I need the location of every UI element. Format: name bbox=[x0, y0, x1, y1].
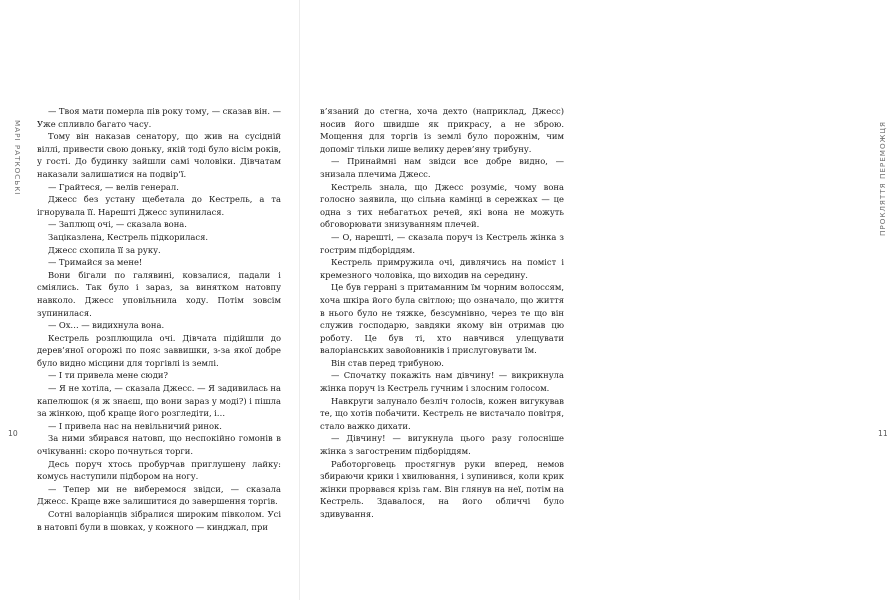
paragraph: — Я не хотіла, — сказала Джесс. — Я задивилась на капелюшок (я ж знаєш, що вони зараз у моді?) і пішла за жінкою, щоб краще його розгледіти, і… bbox=[37, 383, 281, 419]
paragraph: — Принаймні нам звідси все добре видно, — знизала плечима Джесс. bbox=[320, 156, 564, 179]
paragraph: Заціказлена, Кестрель підкорилася. bbox=[48, 231, 209, 242]
left-page-number: 10 bbox=[8, 429, 18, 438]
paragraph: Десь поруч хтось пробурчав приглушену лайку: комусь наступили підбором на ногу. bbox=[37, 458, 281, 482]
paragraph: — Спочатку покажіть нам дівчину! — викрикнула жінка поруч із Кестрель гучним і злосним голосом. bbox=[320, 370, 564, 394]
paragraph: — О, нарешті, — сказала поруч із Кестрель жінка з гострим підборіддям. bbox=[320, 231, 564, 255]
paragraph: — Заплющ очі, — сказала вона. bbox=[48, 219, 187, 230]
paragraph: — Дівчину! — вигукнула цього разу голосніше жінка з загостреним підборіддям. bbox=[320, 433, 564, 457]
paragraph: в’язаний до стегна, хоча дехто (наприклад, Джесс) носив його швидше як прикрасу, а не зброю. Мощення для торгів із землі було порожнім, чим допоміг тільки лише велику дерев’яну трибуну. bbox=[320, 106, 564, 154]
paragraph: Навкруги залунало безліч голосів, кожен вигукував те, що хотів побачити. Кестрель не вистачало повітря, стало важко дихати. bbox=[320, 395, 564, 431]
left-page bbox=[0, 0, 300, 600]
paragraph: — І ти привела мене сюди? bbox=[48, 370, 168, 381]
paragraph: — Грайтеся, — велів генерал. bbox=[48, 181, 179, 192]
right-page-number: 11 bbox=[878, 429, 888, 438]
paragraph: Вони бігали по галявині, ковзалися, падали і сміялись. Так було і зараз, за винятком натовпу навколо. Джесс уповільнила ходу. Потім зовсім зупинилася. bbox=[37, 269, 281, 318]
paragraph: Джесс без устану щебетала до Кестрель, а та ігнорувала її. Нарешті Джесс зупинилася. bbox=[37, 194, 281, 217]
paragraph: — Тримайся за мене! bbox=[48, 257, 143, 268]
paragraph: Кестрель розплющила очі. Дівчата підійшли до дерев’яної огорожі по пояс заввишки, з-за якої добре було видно місцини для торгівлі із землі. bbox=[37, 332, 281, 368]
paragraph: Це був геррані з притаманним їм чорним волоссям, хоча шкіра його була світлою; що означало, що життя в нього було не тяжке, безсумнівно, через те що він служив господарю, завдяки якому він отримав цю роботу. Це був ті, хто навчився улещувати валоріанських завойовників і прислуговувати їм. bbox=[320, 282, 564, 356]
paragraph: За ними збирався натовп, що неспокійно гомонів в очікуванні: скоро почнуться торги. bbox=[37, 433, 281, 457]
paragraph: Сотні валоріанців зібралися широким півколом. Усі в натовпі були в шовках, у кожного — кинджал, при bbox=[37, 509, 281, 532]
right-text-block bbox=[320, 105, 564, 521]
left-text-block bbox=[37, 105, 281, 533]
paragraph: — Твоя мати померла пів року тому, — сказав він. — Уже спливло багато часу. bbox=[37, 106, 281, 129]
paragraph: Джесс схопила її за руку. bbox=[48, 244, 161, 255]
paragraph: Тому він наказав сенатору, що жив на сусідній віллі, привести свою доньку, якій тоді було вісім років, у гості. До будинку зайшли самі чоловіки. Дівчатам наказали залишатися на подвір’ї. bbox=[37, 131, 281, 179]
paragraph: — Ох… — видихнула вона. bbox=[48, 320, 165, 331]
paragraph: Кестрель примружила очі, дивлячись на поміст і кремезного чоловіка, що виходив на середину. bbox=[320, 257, 564, 280]
paragraph: — І привела нас на невільничий ринок. bbox=[48, 420, 222, 431]
paragraph: Він став перед трибуною. bbox=[331, 357, 444, 368]
paragraph: Кестрель знала, що Джесс розуміє, чому вона голосно заявила, що сільна камінці в сережках — це одна з тих небагатьох речей, які вона не можуть обговорювати знизуванням плечей. bbox=[320, 181, 564, 230]
left-running-head: МАРІ РАТКОСЬКІ bbox=[13, 120, 22, 196]
paragraph: Работорговець простягнув руки вперед, немов збираючи крики і хвилювання, і зупинився, коли крик жінки прорвався крізь гам. Він глянув на неї, потім на Кестрель. Здавалося, на його обличчі було здивування. bbox=[320, 458, 564, 519]
paragraph: — Тепер ми не виберемося звідси, — сказала Джесс. Краще вже залишитися до завершення торгів. bbox=[37, 483, 281, 507]
right-running-head: ПРОКЛЯТТЯ ПЕРЕМОЖЦЯ bbox=[878, 121, 887, 236]
